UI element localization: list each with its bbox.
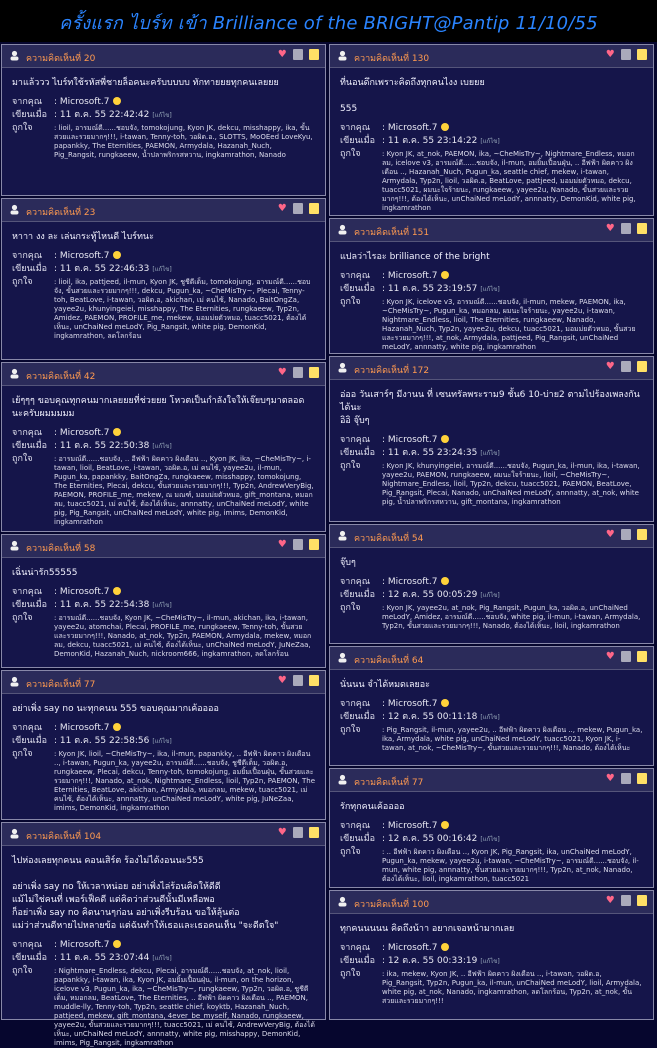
- likes-row: [12, 748, 315, 813]
- likes-list: : Pig_Rangsit, il-mun, yayee2u, .. อีฟฟ้า ผิดคาว ผิงเดือน .., mekew, Pugun_ka, ika, Armydala, white pig, unChaiNed meLodY, tuacc5021, Kyon JK, i-tawan, at_nok, ~CheMisTry~, ขั้นสวยและรวยมากๆ!!!, Nanado, ต้องได้เห็นะ: [382, 726, 643, 752]
- author-label: จากคุณ: [12, 587, 43, 597]
- smiley-icon: [113, 97, 121, 105]
- comment-body: รักทุกคนเค้ออออ: [340, 802, 405, 812]
- like-icon[interactable]: ♥: [277, 539, 287, 550]
- comment-tools: [602, 361, 647, 372]
- report-link[interactable]: [แก้ไข]: [152, 738, 172, 745]
- like-icon[interactable]: ♥: [605, 49, 615, 60]
- comment-header: [2, 671, 325, 694]
- likes-list: : Kyon JK, lioil, ~CheMisTry~, ika, il-mun, papankky, .. อีฟฟ้า ผิดคาว ผิงเดือน .., i-tawan, Pugun_ka, yayee2u, อารมณ์ดี......ชอบจัง, ชูชีดีเด็ม, วอผิด.อ, rungkaeew, Plecai, dekcu, Tenny-toh, tomokojung, อมยิ้มเปื้อนฝุ่น, ขั้นสวยและรวยมากๆ!!!, Nanado, at_nok, Nightmare_Endless, lioil, Typ2n, PAEMON, The Eternities, BeatLove, akichan, Armydala, หมอกลม, mekew, tuacc5021, เม่ คนไซ้, ต้องได้เห็นะ, annnatty, unChaiNed meLodY, white pig, JuNeZaa, imims, DemonKid, ingkamrathon: [54, 750, 315, 812]
- time-row: [12, 263, 315, 276]
- like-icon[interactable]: ♥: [277, 49, 287, 60]
- quote-icon[interactable]: [309, 49, 319, 60]
- trash-icon[interactable]: [621, 895, 631, 906]
- post-time: : 11 ต.ค. 55 22:42:42: [54, 110, 150, 120]
- author-row: [12, 722, 315, 735]
- likes-label: ถูกใจ: [340, 603, 361, 613]
- comment-body: อ่ออ วันเสาร์ๆ มีงานน ที่ เซนทรัลพระราม9 ชั้น6 10-บ่าย2 ตามไปร้องเพลงกันได้นะ อิอิ จุ๊บๆ: [340, 390, 640, 426]
- comment-card: [1, 198, 326, 360]
- comment-tools: [602, 529, 647, 540]
- trash-icon[interactable]: [293, 203, 303, 214]
- user-icon: [9, 540, 20, 551]
- comment-meta: [2, 580, 325, 659]
- likes-list: : Kyon JK, yayee2u, at_nok, Pig_Rangsit, Pugun_ka, วอผิด.อ, unChaiNed meLodY, Amidez, อารมณ์ดี......ชอบจัง, white pig, il-mun, i-tawan, Armydala, Typ2n, ขั้นสวยและรวยมากๆ!!!, Nanado, ต้องได้เห็นะ, lioil, ingkamrathon: [382, 604, 641, 630]
- trash-icon[interactable]: [621, 49, 631, 60]
- comment-card: [329, 646, 654, 766]
- comment-header: [2, 823, 325, 846]
- author-row: [340, 434, 643, 447]
- report-link[interactable]: [แก้ไข]: [152, 266, 172, 273]
- author-row: [12, 250, 315, 263]
- author-label: จากคุณ: [340, 271, 371, 281]
- comment-card: [1, 822, 326, 1047]
- time-row: [340, 833, 643, 846]
- comment-meta: [2, 933, 325, 1048]
- user-icon: [337, 50, 348, 61]
- time-label: เขียนเมื่อ: [340, 834, 376, 844]
- likes-list: : อารมณ์ดี......ชอบจัง, Kyon JK, ~CheMisTry~, il-mun, akichan, ika, i-tawan, yayee2u, atomchai, Plecai, PROFILE_me, rungkaeew, Tenny-toh, ขั้นสวยและรวยมากๆ!!!, Nanado, at_nok, Typ2n, PAEMON, Armydala, mekew, หมอกลม, dekcu, tuacc5021, เม่ คนไซ้, ต้องได้เห็นะ, unChaiNed meLodY, JuNeZaa, DemonKid, Hazanah_Nuch, nickroom666, ingkamrathon, ลดโลกร้อน: [54, 614, 312, 658]
- likes-row: [340, 460, 643, 507]
- comment-meta: [330, 264, 653, 352]
- like-icon[interactable]: ♥: [605, 651, 615, 662]
- user-icon: [337, 530, 348, 541]
- like-icon[interactable]: ♥: [605, 223, 615, 234]
- author-name[interactable]: : Microsoft.7: [382, 821, 438, 831]
- author-row: [12, 427, 315, 440]
- author-label: จากคุณ: [12, 428, 43, 438]
- time-row: [340, 589, 643, 602]
- comment-tools: [602, 773, 647, 784]
- likes-row: [340, 968, 643, 1006]
- time-row: [340, 955, 643, 968]
- author-row: [340, 270, 643, 283]
- smiley-icon: [441, 123, 449, 131]
- quote-icon[interactable]: [637, 49, 647, 60]
- likes-row: [12, 612, 315, 659]
- comment-meta: [2, 90, 325, 160]
- report-link[interactable]: [แก้ไข]: [480, 286, 500, 293]
- comment-tools: [274, 49, 319, 60]
- author-label: จากคุณ: [12, 251, 43, 261]
- time-label: เขียนเมื่อ: [340, 136, 376, 146]
- time-label: เขียนเมื่อ: [340, 448, 376, 458]
- likes-row: [340, 148, 643, 213]
- likes-row: [12, 276, 315, 341]
- trash-icon[interactable]: [621, 773, 631, 784]
- user-icon: [337, 224, 348, 235]
- time-row: [340, 447, 643, 460]
- comment-meta: [330, 936, 653, 1006]
- quote-icon[interactable]: [637, 895, 647, 906]
- smiley-icon: [441, 821, 449, 829]
- trash-icon[interactable]: [621, 651, 631, 662]
- comment-tools: [274, 203, 319, 214]
- time-row: [12, 735, 315, 748]
- trash-icon[interactable]: [293, 539, 303, 550]
- report-link[interactable]: [แก้ไข]: [152, 602, 172, 609]
- comment-meta: [2, 421, 325, 527]
- comment-number[interactable]: ความคิดเห็นที่ 20: [26, 54, 96, 64]
- time-label: เขียนเมื่อ: [340, 712, 376, 722]
- like-icon[interactable]: ♥: [605, 895, 615, 906]
- comment-meta: [330, 814, 653, 884]
- likes-list: : lioil, อารมณ์ดี......ชอบจัง, tomokojung, Kyon JK, dekcu, misshappy, ika, ขั้นสวยและรวยมากๆ!!!, i-tawan, Tenny-toh, วอผิด.อ., SLOTTS, MoOEed LoveKyu, papankky, The Eternities, PAEMON, Armydala, Hazanah_Nuch, Pig_Rangsit, rungkaeew, น้ำปลาพริกรสหวาน, ingkamrathon, Nanado: [54, 124, 313, 159]
- user-icon: [337, 362, 348, 373]
- likes-label: ถูกใจ: [12, 966, 33, 976]
- comment-card: [329, 768, 654, 888]
- likes-row: [340, 296, 643, 352]
- user-icon: [337, 652, 348, 663]
- comment-meta: [2, 244, 325, 341]
- comment-tools: [274, 367, 319, 378]
- quote-icon[interactable]: [309, 539, 319, 550]
- likes-row: [340, 724, 643, 753]
- comment-card: [329, 890, 654, 1020]
- likes-label: ถูกใจ: [12, 749, 33, 759]
- likes-list: : Kyon JK, icelove v3, อารมณ์ดี......ชอบจัง, il-mun, mekew, PAEMON, ika, ~CheMisTry~, Pugun_ka, หมอกลม, ผมนะใจร้ายนะ, yayee2u, i-tawan, Nightmare_Endless, lioil, The Eternities, rungkaeew, Nanado, Hazanah_Nuch, Typ2n, yayee2u, dekcu, tuacc5021, มอมม่ยตัวหมอ, ขั้นสวยและรวยมากๆ!!!, at_nok, Armydala, pattjeed, Pig_Rangsit, unChaiNed meLodY, annnatty, white pig, ingkamrathon: [382, 298, 636, 351]
- comment-tools: [602, 651, 647, 662]
- comment-meta: [2, 716, 325, 813]
- comment-body: ไปห่องเลยทุกคนน คอนเสิร์ต ร้องไม่ได้งอนนะ555 อย่าเพิ่ง say no ให้เวลาหน่อย อย่าเพิ่งไล่ร้อนคิดให้ดีดี แม้ไม่ใช่คนที่ เพอร์เฟ็คดี แต่คิดว่าส่วนดีนั้นมีเหลือพอ ก็อย่าเพิ่ง say no คิดนานๆก่อน อย่าเพิ่งรีบร้อน ขอให้ลุ้นต่อ แม่ว่าส่วนดีหายไปหลายข้อ แต่ฉันทำให้เธอและเธอคนเห็น "จะดีตใจ": [12, 856, 279, 931]
- post-time: : 11 ต.ค. 55 23:19:57: [382, 284, 478, 294]
- quote-icon[interactable]: [637, 773, 647, 784]
- author-name[interactable]: : Microsoft.7: [54, 587, 110, 597]
- comment-number[interactable]: ความคิดเห็นที่ 42: [26, 372, 96, 382]
- trash-icon[interactable]: [293, 367, 303, 378]
- quote-icon[interactable]: [637, 223, 647, 234]
- trash-icon[interactable]: [621, 361, 631, 372]
- comment-meta: [330, 116, 653, 213]
- like-icon[interactable]: ♥: [277, 675, 287, 686]
- likes-row: [340, 602, 643, 631]
- author-label: จากคุณ: [340, 577, 371, 587]
- comment-number[interactable]: ความคิดเห็นที่ 100: [354, 900, 430, 910]
- smiley-icon: [113, 251, 121, 259]
- quote-icon[interactable]: [637, 651, 647, 662]
- likes-list: : ika, mekew, Kyon JK, .. อีฟฟ้า ผิดคาว ผิงเดือน .., i-tawan, วอผิด.อ, Pig_Rangsit, Typ2n, Pugun_ka, il-mun, unChaiNed meLodY, lioil, Armydala, white pig, at_nok, Nanado, ingkamrathon, ลดโลกร้อน, Typ2n, at_nok, ขั้นสวยและรวยมากๆ!!!: [382, 970, 642, 1005]
- time-row: [340, 135, 643, 148]
- comment-header: [2, 363, 325, 386]
- likes-row: [12, 965, 315, 1048]
- comment-card: [1, 670, 326, 820]
- comment-tools: [602, 49, 647, 60]
- author-name[interactable]: : Microsoft.7: [54, 940, 110, 950]
- time-label: เขียนเมื่อ: [340, 284, 376, 294]
- smiley-icon: [441, 271, 449, 279]
- author-name[interactable]: : Microsoft.7: [382, 435, 438, 445]
- likes-label: ถูกใจ: [340, 969, 361, 979]
- author-label: จากคุณ: [12, 723, 43, 733]
- post-time: : 11 ต.ค. 55 23:07:44: [54, 953, 150, 963]
- likes-list: : อารมณ์ดี......ชอบจัง, .. อีฟฟ้า ผิดคาว ผิงเดือน .., Kyon JK, ika, ~CheMisTry~, i-tawan, lioil, BeatLove, i-tawan, วอผิด.อ, เม่ คนไซ้, yayee2u, il-mun, Pugun_ka, papankky, BaitOngZa, rungkaeew, misshappy, tomokojung, The Eternities, Plecai, dekcu, ขั้นสวยและรวยมากๆ!!!, Typ2n, AndrewVeryBig, PAEMON, PROFILE_me, mekew, ณ มณฑ์, มอมม่ยตัวหมอ, gift_montana, หมอกลม, tuacc5021, เม่ คนไซ้, ต้องได้เห็นะ, annnatty, unChaiNed meLodY, white pig, Pig_Rangsit, unChaiNed meLodY, white pig, imims, DemonKid, ingkamrathon: [54, 455, 314, 526]
- comment-tools: [274, 675, 319, 686]
- likes-list: : lioil, ika, pattjeed, il-mun, Kyon JK, ชูชีดีเด็ม, tomokojung, อารมณ์ดี......ชอบจัง, ขั้นสวยและรวยมากๆ!!!, dekcu, Pugun_ka, ~CheMisTry~, Plecai, Tenny-toh, BeatLove, i-tawan, วอผิด.อ, akichan, เม่ คนไซ้, Nanado, BaitOngZa, yayee2u, khunyingeiei, misshappy, The Eternities, rungkaeew, Typ2n, Amidez, PAEMON, PROFILE_me, mekew, มอมม่ยตัวหมอ, tuacc5021, ต้องได้เห็นะ, unChaiNed meLodY, Pig_Rangsit, white pig, DemonKid, ingkamrathon, ลดโลกร้อน: [54, 278, 311, 340]
- comment-body: เฉิ่นน่ารัก55555: [12, 568, 78, 578]
- trash-icon[interactable]: [293, 827, 303, 838]
- comment-header: [330, 769, 653, 792]
- comment-header: [330, 45, 653, 68]
- author-row: [340, 122, 643, 135]
- comment-body: หาาา งง ละ เล่นกระทู้ไหนดี ไบร์ทนะ: [12, 232, 154, 242]
- like-icon[interactable]: ♥: [605, 361, 615, 372]
- likes-row: [12, 122, 315, 160]
- comment-body: จุ๊บๆ: [340, 558, 356, 568]
- post-time: : 11 ต.ค. 55 22:58:56: [54, 736, 150, 746]
- author-label: จากคุณ: [340, 123, 371, 133]
- smiley-icon: [441, 577, 449, 585]
- comment-body: ทุกคนนนนน คิดถึงน้าา อยากเจอหน้ามากเลย: [340, 924, 515, 934]
- comment-meta: [330, 428, 653, 507]
- comment-body: อย่าเพิ่ง say no นะทุกคนน 555 ขอบคุณมากเค้ออออ: [12, 704, 219, 714]
- time-row: [12, 952, 315, 965]
- author-row: [340, 698, 643, 711]
- likes-label: ถูกใจ: [12, 123, 33, 133]
- comment-header: [330, 219, 653, 242]
- likes-list: : Nightmare_Endless, dekcu, Plecai, อารมณ์ดี......ชอบจัง, at_nok, lioil, papankky, i-tawan, ika, Kyon JK, อมยิ้มเปื้อนฝุ่น, il-mun, on the horizon, icelove v3, Pugun_ka, ika, ~CheMisTry~, rungkaeew, Typ2n, วอผิด.อ, ชูชีดีเด็ม, หมอกลม, BeatLove, The Eternities, .. อีฟฟ้า ผิดคาว ผิงเดือน .., PAEMON, muddle-lly, Tenny-toh, Typ2n, seattle chief, koyktb, Hazanah_Nuch, pattjeed, mekew, gift_montana, 4ever_be_myself, Nanado, rungkaeew, yayee2u, ขั้นสวยและรวยมากๆ!!!, tuacc5021, เม่ คนไซ้, AndrewVeryBig, ต้องได้เห็นะ, unChaiNed meLodY, annnatty, white pig, misshappy, DemonKid, imims, Pig_Rangsit, ingkamrathon: [54, 967, 315, 1047]
- comment-number[interactable]: ความคิดเห็นที่ 130: [354, 54, 430, 64]
- smiley-icon: [441, 435, 449, 443]
- like-icon[interactable]: ♥: [605, 773, 615, 784]
- comment-number[interactable]: ความคิดเห็นที่ 77: [354, 778, 424, 788]
- post-time: : 11 ต.ค. 55 22:46:33: [54, 264, 150, 274]
- author-label: จากคุณ: [12, 97, 43, 107]
- report-link[interactable]: [แก้ไข]: [480, 138, 500, 145]
- user-icon: [337, 774, 348, 785]
- smiley-icon: [113, 428, 121, 436]
- quote-icon[interactable]: [309, 367, 319, 378]
- quote-icon[interactable]: [637, 361, 647, 372]
- report-link[interactable]: [แก้ไข]: [152, 443, 172, 450]
- author-name[interactable]: : Microsoft.7: [382, 943, 438, 953]
- comment-card: [329, 356, 654, 522]
- likes-label: ถูกใจ: [340, 847, 361, 857]
- smiley-icon: [113, 723, 121, 731]
- comment-body: แปลว่าไรอะ brilliance of the bright: [340, 252, 490, 262]
- banner: [0, 0, 657, 42]
- author-name[interactable]: : Microsoft.7: [54, 97, 110, 107]
- user-icon: [9, 676, 20, 687]
- comment-number[interactable]: ความคิดเห็นที่ 172: [354, 366, 430, 376]
- comment-number[interactable]: ความคิดเห็นที่ 23: [26, 208, 96, 218]
- likes-list: : .. อีฟฟ้า ผิดคาว ผิงเดือน .., Kyon JK, Pig_Rangsit, ika, unChaiNed meLodY, Pugun_ka, mekew, yayee2u, i-tawan, ~CheMisTry~, อารมณ์ดี......ชอบจัง, il-mun, white pig, annnatty, ขั้นสวยและรวยมากๆ!!!, Typ2n, at_nok, Nanado, ต้องได้เห็นะ, lioil, ingkamrathon, tuacc5021: [382, 848, 639, 883]
- time-row: [340, 711, 643, 724]
- comment-header: [2, 45, 325, 68]
- likes-label: ถูกใจ: [12, 277, 33, 287]
- author-row: [340, 942, 643, 955]
- author-name[interactable]: : Microsoft.7: [382, 271, 438, 281]
- like-icon[interactable]: ♥: [605, 529, 615, 540]
- likes-label: ถูกใจ: [340, 725, 361, 735]
- user-icon: [337, 896, 348, 907]
- author-row: [12, 586, 315, 599]
- comment-body: นั่นนน จำได้หมดเลยอะ: [340, 680, 430, 690]
- author-row: [12, 96, 315, 109]
- author-name[interactable]: : Microsoft.7: [54, 251, 110, 261]
- post-time: : 12 ต.ค. 55 00:16:42: [382, 834, 478, 844]
- trash-icon[interactable]: [293, 675, 303, 686]
- time-row: [340, 283, 643, 296]
- report-link[interactable]: [แก้ไข]: [480, 836, 500, 843]
- user-icon: [9, 368, 20, 379]
- comment-card: [329, 44, 654, 216]
- author-name[interactable]: : Microsoft.7: [382, 699, 438, 709]
- author-label: จากคุณ: [340, 821, 371, 831]
- author-label: จากคุณ: [340, 435, 371, 445]
- quote-icon[interactable]: [309, 203, 319, 214]
- post-time: : 12 ต.ค. 55 00:33:19: [382, 956, 478, 966]
- comment-card: [329, 524, 654, 644]
- comment-number[interactable]: ความคิดเห็นที่ 54: [354, 534, 424, 544]
- comment-card: [1, 362, 326, 532]
- like-icon[interactable]: ♥: [277, 367, 287, 378]
- author-name[interactable]: : Microsoft.7: [54, 428, 110, 438]
- comment-header: [2, 199, 325, 222]
- time-row: [12, 109, 315, 122]
- time-label: เขียนเมื่อ: [12, 110, 48, 120]
- comment-number[interactable]: ความคิดเห็นที่ 104: [26, 832, 102, 842]
- report-link[interactable]: [แก้ไข]: [480, 450, 500, 457]
- comment-tools: [602, 223, 647, 234]
- comment-card: [329, 218, 654, 354]
- time-label: เขียนเมื่อ: [340, 590, 376, 600]
- time-row: [12, 599, 315, 612]
- comment-number[interactable]: ความคิดเห็นที่ 77: [26, 680, 96, 690]
- post-time: : 11 ต.ค. 55 22:50:38: [54, 441, 150, 451]
- author-label: จากคุณ: [12, 940, 43, 950]
- comment-body: มาแล้ววว ไบร์ทใช้รหัสพี่ชายล็อคนะครับบบบบ ทักทายยยทุกคนเลยยย: [12, 78, 279, 88]
- report-link[interactable]: [แก้ไข]: [480, 958, 500, 965]
- comment-number[interactable]: ความคิดเห็นที่ 151: [354, 228, 430, 238]
- post-time: : 12 ต.ค. 55 00:05:29: [382, 590, 478, 600]
- likes-row: [340, 846, 643, 884]
- smiley-icon: [113, 587, 121, 595]
- likes-list: : Kyon JK, khunyingeiei, อารมณ์ดี......ชอบจัง, Pugun_ka, il-mun, ika, i-tawan, yayee2u, PAEMON, rungkaeew, ผมนะใจร้ายนะ, lioil, ~CheMisTry~, Nightmare_Endless, lioil, Typ2n, dekcu, tuacc5021, PAEMON, BeatLove, Pig_Rangsit, Plecai, Nanado, unChaiNed meLodY, annnatty, at_nok, white pig, น้ำปลาพริกรสหวาน, gift_montana, ingkamrathon: [382, 462, 640, 506]
- likes-label: ถูกใจ: [12, 613, 33, 623]
- report-link[interactable]: [แก้ไข]: [152, 955, 172, 962]
- author-name[interactable]: : Microsoft.7: [382, 577, 438, 587]
- post-time: : 11 ต.ค. 55 23:14:22: [382, 136, 478, 146]
- comment-meta: [330, 692, 653, 753]
- quote-icon[interactable]: [309, 827, 319, 838]
- time-label: เขียนเมื่อ: [12, 736, 48, 746]
- report-link[interactable]: [แก้ไข]: [480, 714, 500, 721]
- comment-card: [1, 44, 326, 196]
- report-link[interactable]: [แก้ไข]: [152, 112, 172, 119]
- post-time: : 11 ต.ค. 55 22:54:38: [54, 600, 150, 610]
- time-label: เขียนเมื่อ: [12, 600, 48, 610]
- author-label: จากคุณ: [340, 943, 371, 953]
- banner-title: ครั้งแรก ไบร์ท เข้า Brilliance of the BRIGHT@Pantip 11/10/55: [59, 13, 598, 34]
- likes-label: ถูกใจ: [340, 149, 361, 159]
- author-name[interactable]: : Microsoft.7: [54, 723, 110, 733]
- comment-tools: [274, 827, 319, 838]
- comment-header: [330, 525, 653, 548]
- post-time: : 12 ต.ค. 55 00:11:18: [382, 712, 478, 722]
- user-icon: [9, 828, 20, 839]
- time-label: เขียนเมื่อ: [12, 441, 48, 451]
- comment-meta: [330, 570, 653, 631]
- comment-number[interactable]: ความคิดเห็นที่ 64: [354, 656, 424, 666]
- like-icon[interactable]: ♥: [277, 827, 287, 838]
- user-icon: [9, 204, 20, 215]
- author-name[interactable]: : Microsoft.7: [382, 123, 438, 133]
- comment-body: เย้ๆๆๆ ขอบคุณทุกคนมากเลยยยที่ช่วยยย โหวตเป็นกำลังใจให้เจ๊ยบๆมาตลอดนะครับผมมมมม: [12, 396, 305, 419]
- like-icon[interactable]: ♥: [277, 203, 287, 214]
- smiley-icon: [441, 943, 449, 951]
- trash-icon[interactable]: [293, 49, 303, 60]
- comment-header: [330, 891, 653, 914]
- time-label: เขียนเมื่อ: [340, 956, 376, 966]
- likes-label: ถูกใจ: [12, 454, 33, 464]
- smiley-icon: [113, 940, 121, 948]
- post-time: : 11 ต.ค. 55 23:24:35: [382, 448, 478, 458]
- comment-card: [1, 534, 326, 668]
- quote-icon[interactable]: [637, 529, 647, 540]
- likes-label: ถูกใจ: [340, 461, 361, 471]
- report-link[interactable]: [แก้ไข]: [480, 592, 500, 599]
- author-label: จากคุณ: [340, 699, 371, 709]
- trash-icon[interactable]: [621, 529, 631, 540]
- likes-label: ถูกใจ: [340, 297, 361, 307]
- time-row: [12, 440, 315, 453]
- author-row: [340, 820, 643, 833]
- comment-header: [330, 357, 653, 380]
- comment-header: [330, 647, 653, 670]
- quote-icon[interactable]: [309, 675, 319, 686]
- comment-header: [2, 535, 325, 558]
- likes-list: : Kyon JK, at_nok, PAEMON, ika, ~CheMisTry~, Nightmare_Endless, หมอกลม, icelove v3, อารมณ์ดี......ชอบจัง, il-mun, อมยิ้มเปื้อนฝุ่น, .. อีฟฟ้า ผิดคาว ผิงเดือน .., Hazanah_Nuch, Pugun_ka, seattle chief, mekew, i-tawan, Armydala, Typ2n, lioil, วอผิด.อ, BeatLove, pattjeed, มอมม่ยตัวหมอ, dekcu, tuacc5021, ผมนะใจร้ายนะ, rungkaeew, yayee2u, Nanado, ขั้นสวยและรวยมากๆ!!!, ต้องได้เห็นะ, unChaiNed meLodY, annnatty, DemonKid, white pig, ingkamrathon: [382, 150, 636, 212]
- time-label: เขียนเมื่อ: [12, 953, 48, 963]
- comment-tools: [274, 539, 319, 550]
- smiley-icon: [441, 699, 449, 707]
- trash-icon[interactable]: [621, 223, 631, 234]
- comment-number[interactable]: ความคิดเห็นที่ 58: [26, 544, 96, 554]
- time-label: เขียนเมื่อ: [12, 264, 48, 274]
- comment-tools: [602, 895, 647, 906]
- user-icon: [9, 50, 20, 61]
- likes-row: [12, 453, 315, 527]
- comment-body: ที่นอนดึกเพราะคิดถึงทุกคนไงง เบยยย 555: [340, 78, 485, 114]
- author-row: [340, 576, 643, 589]
- author-row: [12, 939, 315, 952]
